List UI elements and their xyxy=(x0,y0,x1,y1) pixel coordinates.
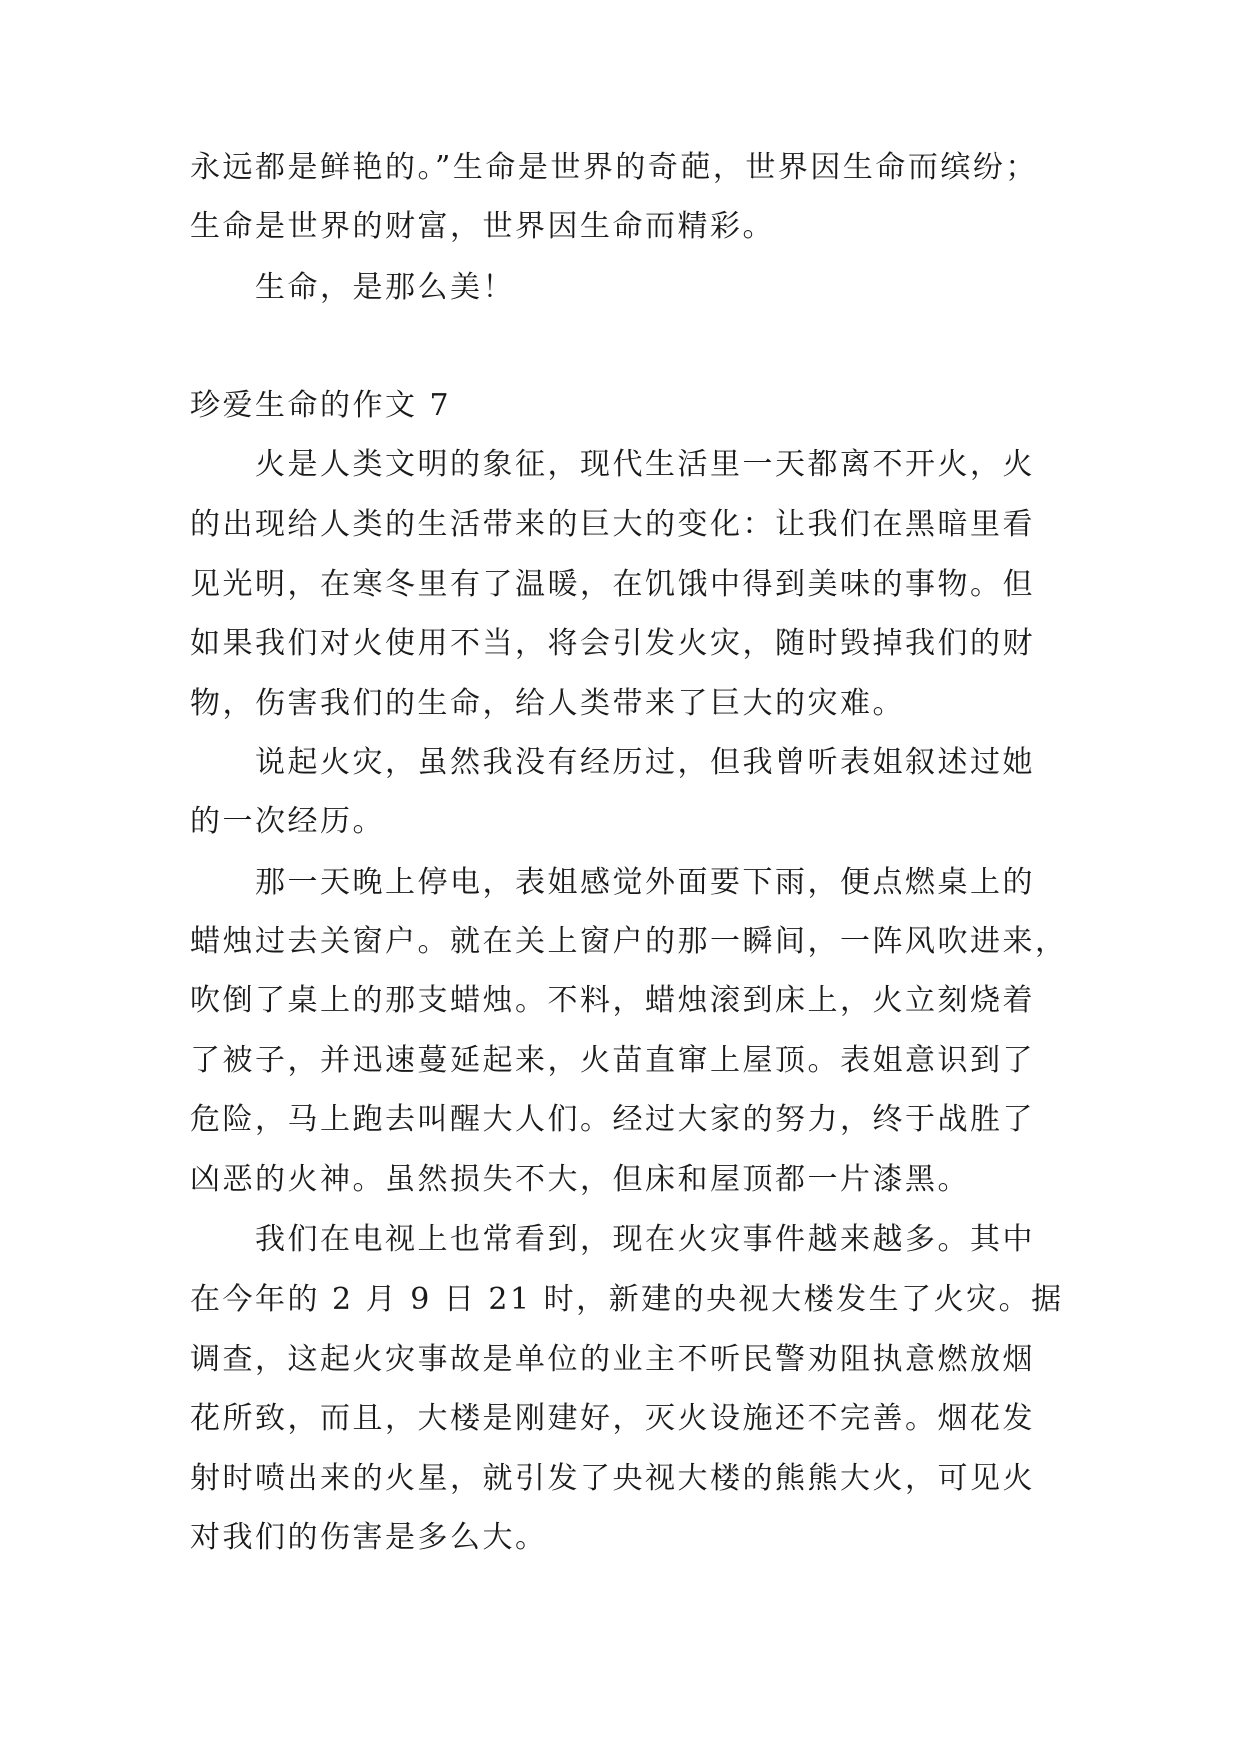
text-line: 在今年的 2 月 9 日 21 时，新建的央视大楼发生了火灾。据 xyxy=(190,1282,1064,1317)
text-line: 调查，这起火灾事故是单位的业主不听民警劝阻执意燃放烟 xyxy=(190,1342,1035,1377)
text-line: 物，伤害我们的生命，给人类带来了巨大的灾难。 xyxy=(190,686,905,721)
text-line: 那一天晚上停电，表姐感觉外面要下雨，便点燃桌上的 xyxy=(255,865,1035,900)
text-line: 花所致，而且，大楼是刚建好，灭火设施还不完善。烟花发 xyxy=(190,1401,1035,1436)
text-line: 凶恶的火神。虽然损失不大，但床和屋顶都一片漆黑。 xyxy=(190,1162,970,1197)
text-line: 生命是世界的财富，世界因生命而精彩。 xyxy=(190,209,775,244)
text-line: 见光明，在寒冬里有了温暖，在饥饿中得到美味的事物。但 xyxy=(190,567,1035,602)
text-line: 说起火灾，虽然我没有经历过，但我曾听表姐叙述过她 xyxy=(255,745,1035,780)
text-line: 我们在电视上也常看到，现在火灾事件越来越多。其中 xyxy=(255,1222,1035,1257)
text-line: 的一次经历。 xyxy=(190,804,385,839)
text-line: 蜡烛过去关窗户。就在关上窗户的那一瞬间，一阵风吹进来， xyxy=(190,924,1068,959)
text-line: 的出现给人类的生活带来的巨大的变化：让我们在黑暗里看 xyxy=(190,507,1035,542)
text-line: 对我们的伤害是多么大。 xyxy=(190,1520,548,1555)
text-line: 危险，马上跑去叫醒大人们。经过大家的努力，终于战胜了 xyxy=(190,1102,1035,1137)
section-heading: 珍爱生命的作文 7 xyxy=(190,388,452,423)
text-line: 火是人类文明的象征，现代生活里一天都离不开火，火 xyxy=(255,447,1035,482)
text-line: 吹倒了桌上的那支蜡烛。不料，蜡烛滚到床上，火立刻烧着 xyxy=(190,983,1035,1018)
text-line: 永远都是鲜艳的。”生命是世界的奇葩，世界因生命而缤纷； xyxy=(190,150,1038,185)
text-line: 射时喷出来的火星，就引发了央视大楼的熊熊大火，可见火 xyxy=(190,1461,1035,1496)
text-line: 如果我们对火使用不当，将会引发火灾，随时毁掉我们的财 xyxy=(190,626,1035,661)
text-line: 生命，是那么美！ xyxy=(255,270,515,305)
text-line: 了被子，并迅速蔓延起来，火苗直窜上屋顶。表姐意识到了 xyxy=(190,1043,1035,1078)
